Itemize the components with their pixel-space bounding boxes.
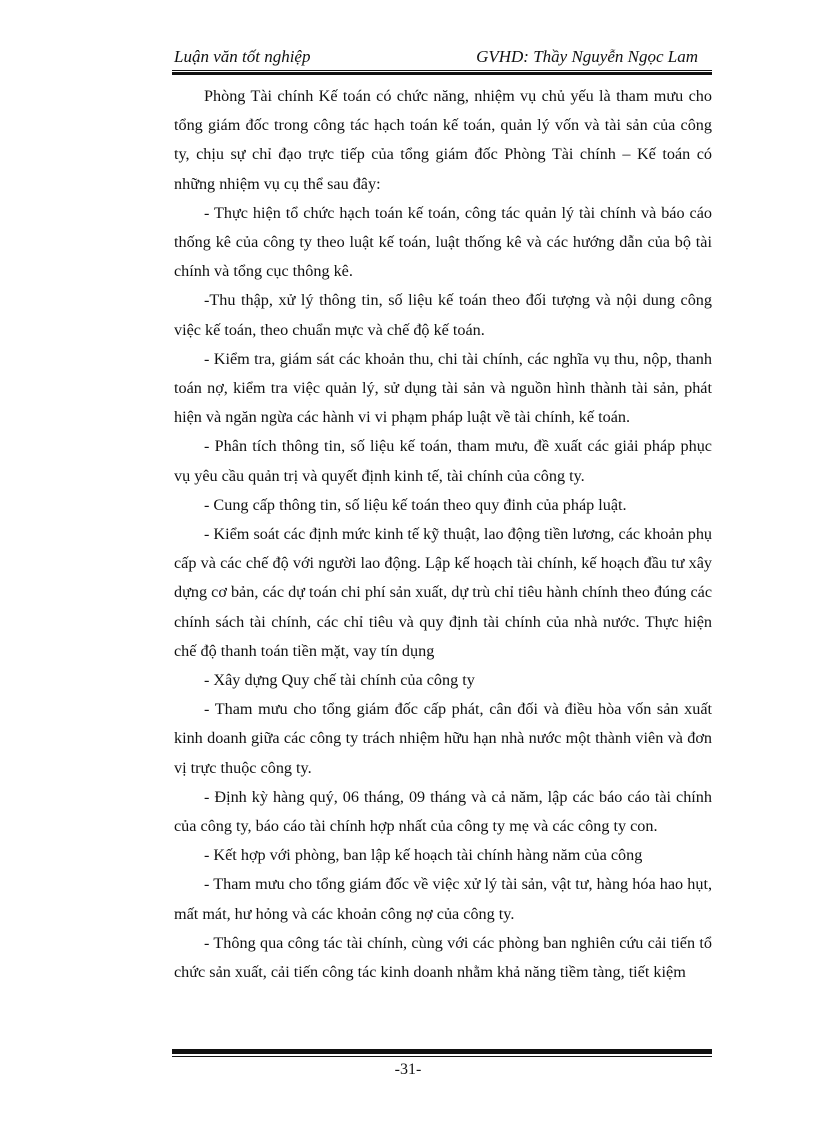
footer-rule-thin	[172, 1056, 712, 1057]
paragraph-item: - Kiểm tra, giám sát các khoản thu, chi tài chính, các nghĩa vụ thu, nộp, thanh toán nợ, kiểm tra việc quản lý, sử dụng tài sản và nguồn hình thành tài sản, phát hiện và ngăn ngừa các hành vi vi phạm pháp luật về tài chính, kế toán.	[174, 349, 712, 427]
paragraph-item: - Kiểm soát các định mức kinh tế kỹ thuật, lao động tiền lương, các khoản phụ cấp và các chế độ với người lao động. Lập kế hoạch tài chính, kế hoạch đầu tư xây dựng cơ bản, các dự toán chi phí sản xuất, dự trù chỉ tiêu hành chính theo đúng các chính sách tài chính, các chỉ tiêu và quy định tài chính của nhà nước. Thực hiện chế độ thanh toán tiền mặt, vay tín dụng	[174, 525, 713, 660]
paragraph-item: - Xây dựng Quy chế tài chính của công ty	[204, 671, 475, 690]
paragraph-item: - Cung cấp thông tin, số liệu kế toán theo quy đinh của pháp luật.	[204, 495, 627, 514]
paragraph-item: - Tham mưu cho tổng giám đốc cấp phát, cân đối và điều hòa vốn sản xuất kinh doanh giữa các công ty trách nhiệm hữu hạn nhà nước một thành viên và đơn vị trực thuộc công ty.	[174, 700, 712, 777]
page-body	[174, 82, 712, 987]
paragraph-item: - Thông qua công tác tài chính, cùng với các phòng ban nghiên cứu cải tiến tổ chức sản xuất, cải tiến công tác kinh doanh nhằm khả năng tiềm tàng, tiết kiệm	[174, 933, 712, 982]
page-number: -31-	[394, 1061, 422, 1078]
paragraph-item: - Phân tích thông tin, số liệu kế toán, tham mưu, đề xuất các giải pháp phục vụ yêu cầu quản trị và quyết định kinh tế, tài chính của công ty.	[174, 437, 712, 485]
header-thesis-title: Luận văn tốt nghiệp	[174, 47, 311, 66]
paragraph-item: -Thu thập, xử lý thông tin, số liệu kế toán theo đối tượng và nội dung công việc kế toán, theo chuẩn mực và chế độ kế toán.	[174, 291, 712, 339]
paragraph-item: - Định kỳ hàng quý, 06 tháng, 09 tháng và cả năm, lập các báo cáo tài chính của công ty, báo cáo tài chính hợp nhất của công ty mẹ và các công ty con.	[174, 787, 712, 836]
header-rule-thin	[172, 70, 712, 71]
footer-rule-thick	[172, 1049, 712, 1054]
header-rule-thick	[172, 72, 712, 75]
paragraph-intro: Phòng Tài chính Kế toán có chức năng, nhiệm vụ chủ yếu là tham mưu cho tổng giám đốc trong công tác hạch toán kế toán, quản lý vốn và tài sản của công ty, chịu sự chỉ đạo trực tiếp của tổng giám đốc Phòng Tài chính – Kế toán có những nhiệm vụ cụ thể sau đây:	[174, 87, 712, 193]
paragraph-item: - Tham mưu cho tổng giám đốc về việc xử lý tài sản, vật tư, hàng hóa hao hụt, mất mát, hư hỏng và các khoản công nợ của công ty.	[174, 875, 712, 923]
paragraph-item: - Kết hợp với phòng, ban lập kế hoạch tài chính hàng năm của công	[204, 846, 643, 865]
paragraph-item: - Thực hiện tổ chức hạch toán kế toán, công tác quản lý tài chính và báo cáo thống kê của công ty theo luật kế toán, luật thống kê và các hướng dẫn của bộ tài chính và tổng cục thông kê.	[174, 203, 712, 281]
header-supervisor: GVHD: Thầy Nguyễn Ngọc Lam	[476, 47, 698, 66]
page-header	[172, 46, 712, 70]
